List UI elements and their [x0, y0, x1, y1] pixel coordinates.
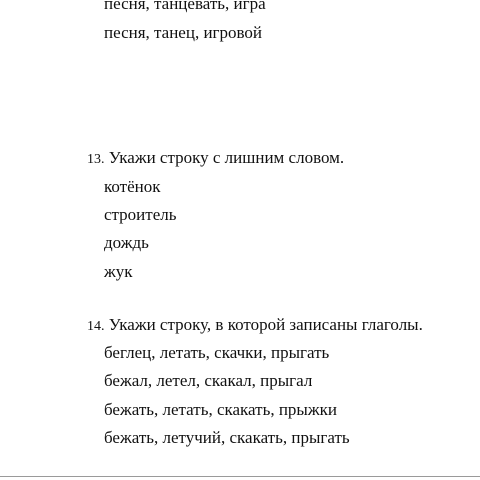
question-13-option-3: дождь [104, 233, 149, 252]
page-bottom-edge [0, 476, 480, 477]
question-13-number: 13. [87, 152, 105, 167]
question-14-option-2: бежал, летел, скакал, прыгал [104, 371, 313, 390]
question-14-option-4: бежать, летучий, скакать, прыгать [104, 428, 350, 447]
prev-option-2: песня, танец, игровой [104, 23, 263, 42]
question-14-option-1: беглец, летать, скачки, прыгать [104, 343, 330, 362]
question-14-option-3: бежать, летать, скакать, прыжки [104, 400, 337, 419]
question-13-option-1: котёнок [104, 177, 161, 196]
question-13-option-4: жук [104, 262, 133, 281]
prev-option-1: песня, танцевать, игра [104, 0, 266, 13]
question-14-text: Укажи строку, в которой записаны глаголы. [108, 315, 423, 334]
question-14-number: 14. [87, 319, 105, 334]
question-13 [87, 148, 344, 170]
question-13-text: Укажи строку с лишним словом. [108, 148, 345, 167]
question-13-option-2: строитель [104, 205, 177, 224]
question-14 [87, 315, 423, 337]
